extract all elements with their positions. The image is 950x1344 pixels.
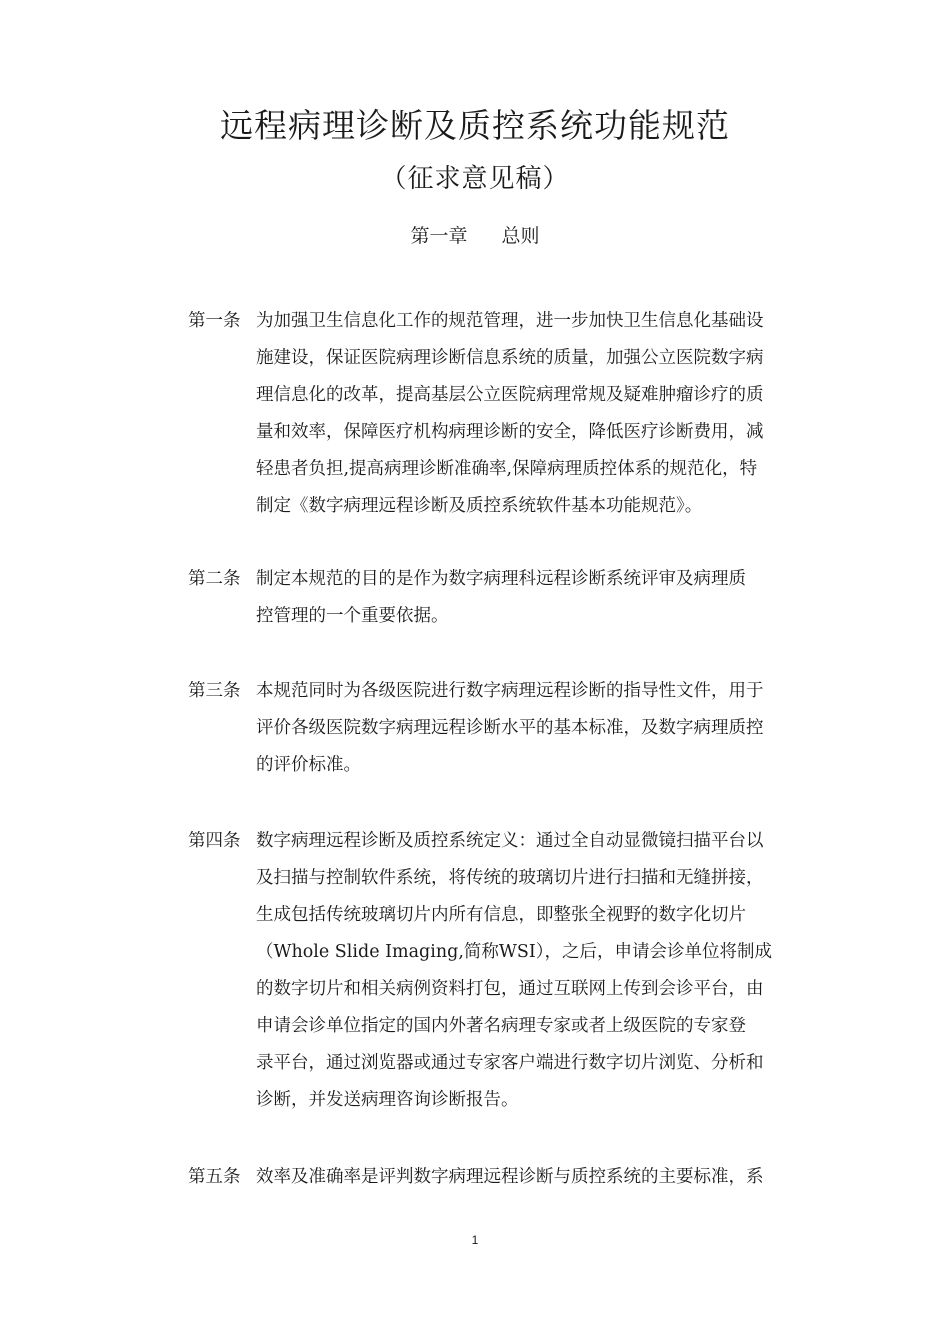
article-line: 录平台，通过浏览器或通过专家客户端进行数字切片浏览、分析和 xyxy=(256,1053,764,1073)
article-label: 第三条 xyxy=(188,681,241,701)
article-line: 施建设，保证医院病理诊断信息系统的质量，加强公立医院数字病 xyxy=(256,348,764,368)
article-line: 效率及准确率是评判数字病理远程诊断与质控系统的主要标准，系 xyxy=(256,1167,764,1187)
article-line: 量和效率，保障医疗机构病理诊断的安全，降低医疗诊断费用，减 xyxy=(256,422,764,442)
article-line: 评价各级医院数字病理远程诊断水平的基本标准，及数字病理质控 xyxy=(256,718,764,738)
article-5 xyxy=(188,1159,818,1196)
article-3 xyxy=(188,673,818,784)
article-line: 及扫描与控制软件系统，将传统的玻璃切片进行扫描和无缝拼接， xyxy=(256,868,764,888)
article-line: 控管理的一个重要依据。 xyxy=(256,606,449,626)
article-line: 的评价标准。 xyxy=(256,755,361,775)
article-line: 轻患者负担,提高病理诊断准确率,保障病理质控体系的规范化，特 xyxy=(256,459,758,479)
article-4 xyxy=(188,823,818,1119)
article-line: 本规范同时为各级医院进行数字病理远程诊断的指导性文件，用于 xyxy=(256,681,764,701)
article-body xyxy=(256,303,816,525)
document-title: 远程病理诊断及质控系统功能规范 xyxy=(220,106,730,145)
article-2 xyxy=(188,561,818,635)
article-label: 第一条 xyxy=(188,311,241,331)
chapter-label: 第一章 xyxy=(410,225,468,247)
article-line: 理信息化的改革，提高基层公立医院病理常规及疑难肿瘤诊疗的质 xyxy=(256,385,764,405)
article-line: （Whole Slide Imaging,简称WSI），之后，申请会诊单位将制成 xyxy=(256,942,773,962)
article-line: 生成包括传统玻璃切片内所有信息，即整张全视野的数字化切片 xyxy=(256,905,746,925)
article-label: 第四条 xyxy=(188,831,241,851)
article-line: 为加强卫生信息化工作的规范管理，进一步加快卫生信息化基础设 xyxy=(256,311,764,331)
page-number: 1 xyxy=(471,1233,479,1247)
article-body xyxy=(256,1159,816,1196)
article-line: 申请会诊单位指定的国内外著名病理专家或者上级医院的专家登 xyxy=(256,1016,746,1036)
article-line: 制定本规范的目的是作为数字病理科远程诊断系统评审及病理质 xyxy=(256,569,746,589)
article-body xyxy=(256,673,816,784)
chapter-heading xyxy=(0,220,950,252)
chapter-title: 总则 xyxy=(501,225,540,247)
article-body xyxy=(256,561,816,635)
article-line: 的数字切片和相关病例资料打包，通过互联网上传到会诊平台，由 xyxy=(256,979,764,999)
document-subtitle: （征求意见稿） xyxy=(380,164,570,194)
article-label: 第五条 xyxy=(188,1167,241,1187)
article-line: 数字病理远程诊断及质控系统定义：通过全自动显微镜扫描平台以 xyxy=(256,831,764,851)
article-label: 第二条 xyxy=(188,569,241,589)
article-line: 诊断，并发送病理咨询诊断报告。 xyxy=(256,1090,519,1110)
article-line: 制定《数字病理远程诊断及质控系统软件基本功能规范》。 xyxy=(256,496,703,516)
article-body xyxy=(256,823,816,1119)
article-1 xyxy=(188,303,818,525)
